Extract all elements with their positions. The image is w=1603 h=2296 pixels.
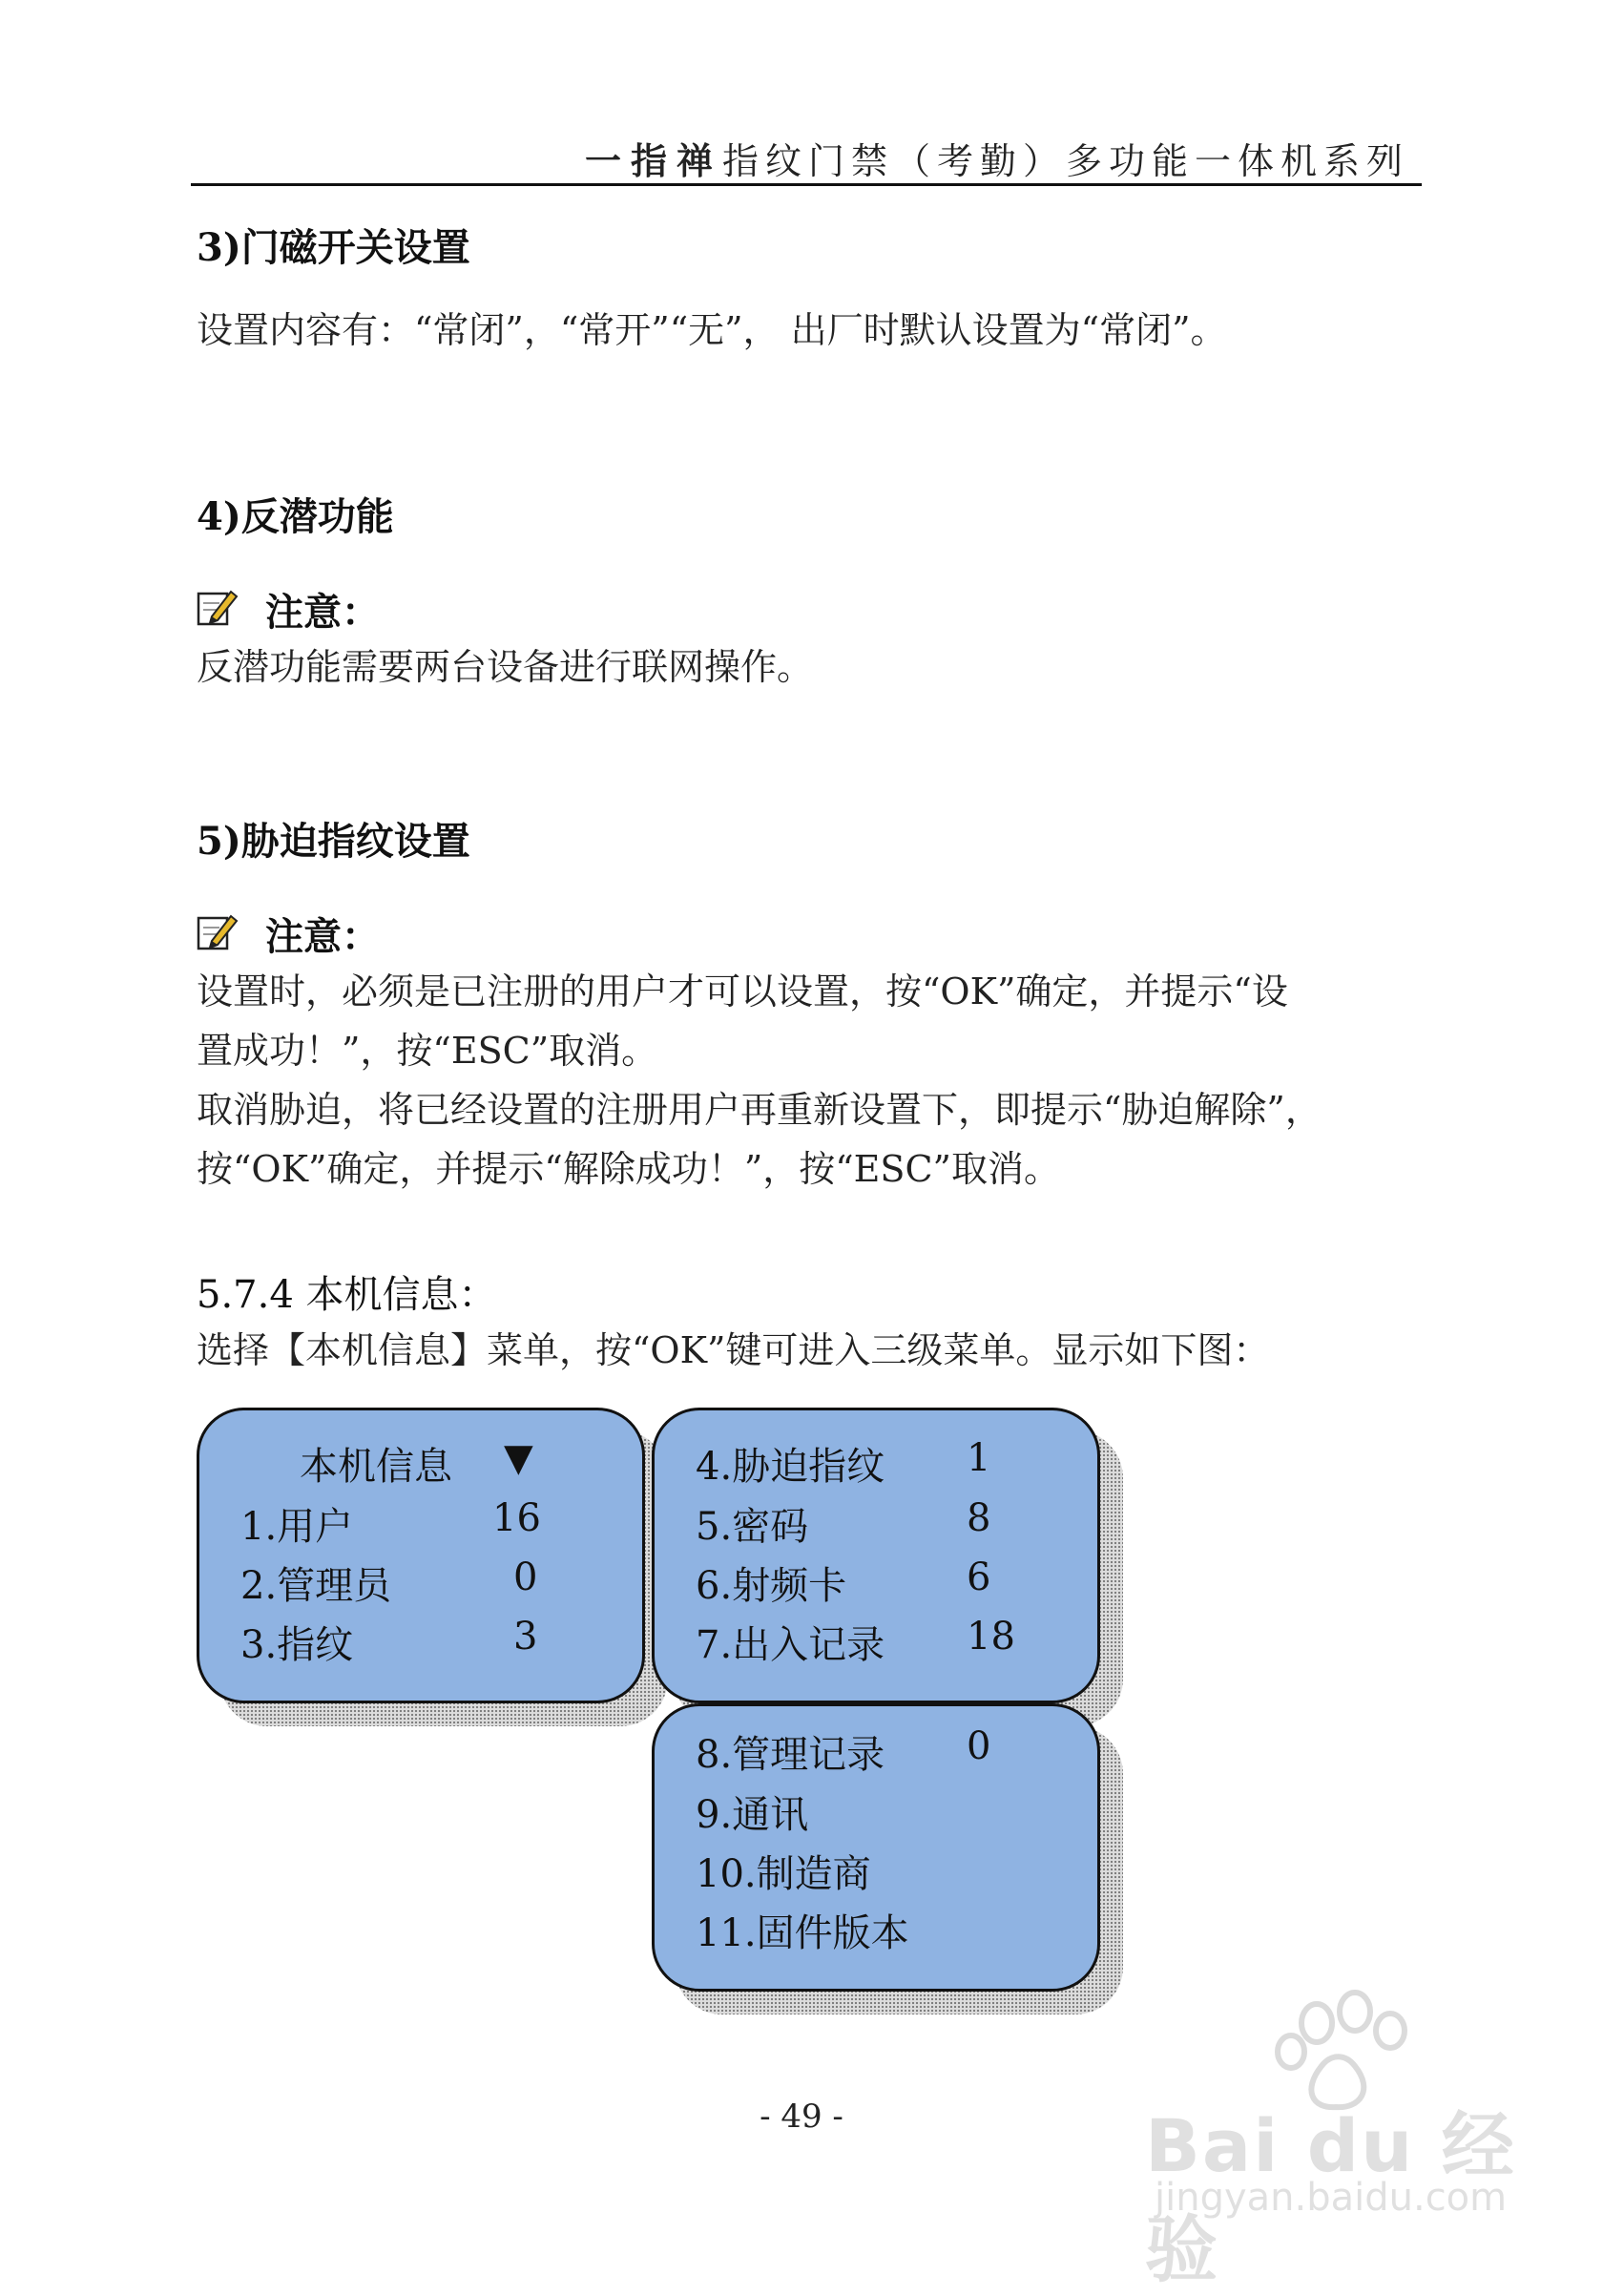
lcd-item-value: 16 — [492, 1496, 541, 1540]
header-brand: 一指禅 — [584, 140, 722, 182]
lcd-panel-continued-2 — [652, 1703, 1100, 1992]
section-heading-device-info: 5.7.4 本机信息： — [197, 1273, 497, 1317]
lcd-item-label: 4.胁迫指纹 — [696, 1445, 885, 1489]
paragraph-door-switch: 设置内容有：“常闭”，“常开”“无”， 出厂时默认设置为“常闭”。 — [197, 309, 1227, 351]
lcd-item-value: 8 — [967, 1496, 991, 1540]
section-heading-anti-passback: 4)反潜功能 — [197, 494, 394, 539]
paragraph-duress-line-4: 按“OK”确定，并提示“解除成功！”，按“ESC”取消。 — [197, 1148, 1060, 1190]
section-heading-door-switch: 3)门磁开关设置 — [197, 225, 470, 270]
lcd-item-label: 5.密码 — [696, 1505, 809, 1549]
lcd-item-label: 11.固件版本 — [696, 1911, 909, 1955]
lcd-item-value: 18 — [967, 1615, 1015, 1659]
lcd-item-value: 1 — [967, 1436, 991, 1480]
watermark-logo: Bai du 经验 — [1145, 2103, 1516, 2292]
lcd-panel-continued — [652, 1408, 1100, 1703]
paragraph-anti-passback: 反潜功能需要两台设备进行联网操作。 — [197, 646, 814, 688]
lcd-title: 本机信息 — [300, 1445, 452, 1489]
header-rule — [191, 183, 1422, 186]
lcd-item-label: 8.管理记录 — [696, 1733, 885, 1777]
running-header — [585, 132, 1409, 184]
paragraph-duress-line-2: 置成功！”，按“ESC”取消。 — [197, 1030, 658, 1072]
paragraph-duress-line-1: 设置时，必须是已注册的用户才可以设置，按“OK”确定，并提示“设 — [197, 971, 1288, 1012]
section-heading-duress: 5)胁迫指纹设置 — [197, 819, 470, 864]
lcd-item-value: 6 — [967, 1555, 991, 1599]
lcd-item-label: 6.射频卡 — [696, 1564, 847, 1608]
lcd-item-value: 0 — [513, 1555, 538, 1599]
lcd-item-label: 7.出入记录 — [696, 1623, 885, 1667]
lcd-panel-main — [197, 1408, 645, 1703]
lcd-item-label: 3.指纹 — [240, 1623, 354, 1667]
note-label: 注意： — [265, 914, 380, 959]
note-pencil-icon — [197, 912, 239, 956]
lcd-item-value: 3 — [513, 1615, 538, 1659]
lcd-item-label: 1.用户 — [240, 1505, 354, 1549]
page-number: - 49 - — [760, 2098, 843, 2136]
note-pencil-icon — [197, 588, 239, 632]
paragraph-device-info: 选择【本机信息】菜单，按“OK”键可进入三级菜单。显示如下图： — [197, 1329, 1270, 1371]
lcd-item-label: 2.管理员 — [240, 1564, 392, 1608]
lcd-item-value: 0 — [967, 1724, 991, 1768]
lcd-item-label: 9.通讯 — [696, 1793, 809, 1837]
down-arrow-icon: ▼ — [504, 1436, 533, 1480]
header-series: 指纹门禁（考勤）多功能一体机系列 — [721, 140, 1409, 182]
baidu-jingyan-watermark — [1131, 1985, 1541, 2292]
lcd-item-label: 10.制造商 — [696, 1852, 871, 1896]
watermark-url: jingyan.baidu.com — [1155, 2176, 1508, 2220]
note-label: 注意： — [265, 590, 380, 635]
paragraph-duress-line-3: 取消胁迫，将已经设置的注册用户再重新设置下，即提示“胁迫解除”， — [197, 1089, 1322, 1131]
